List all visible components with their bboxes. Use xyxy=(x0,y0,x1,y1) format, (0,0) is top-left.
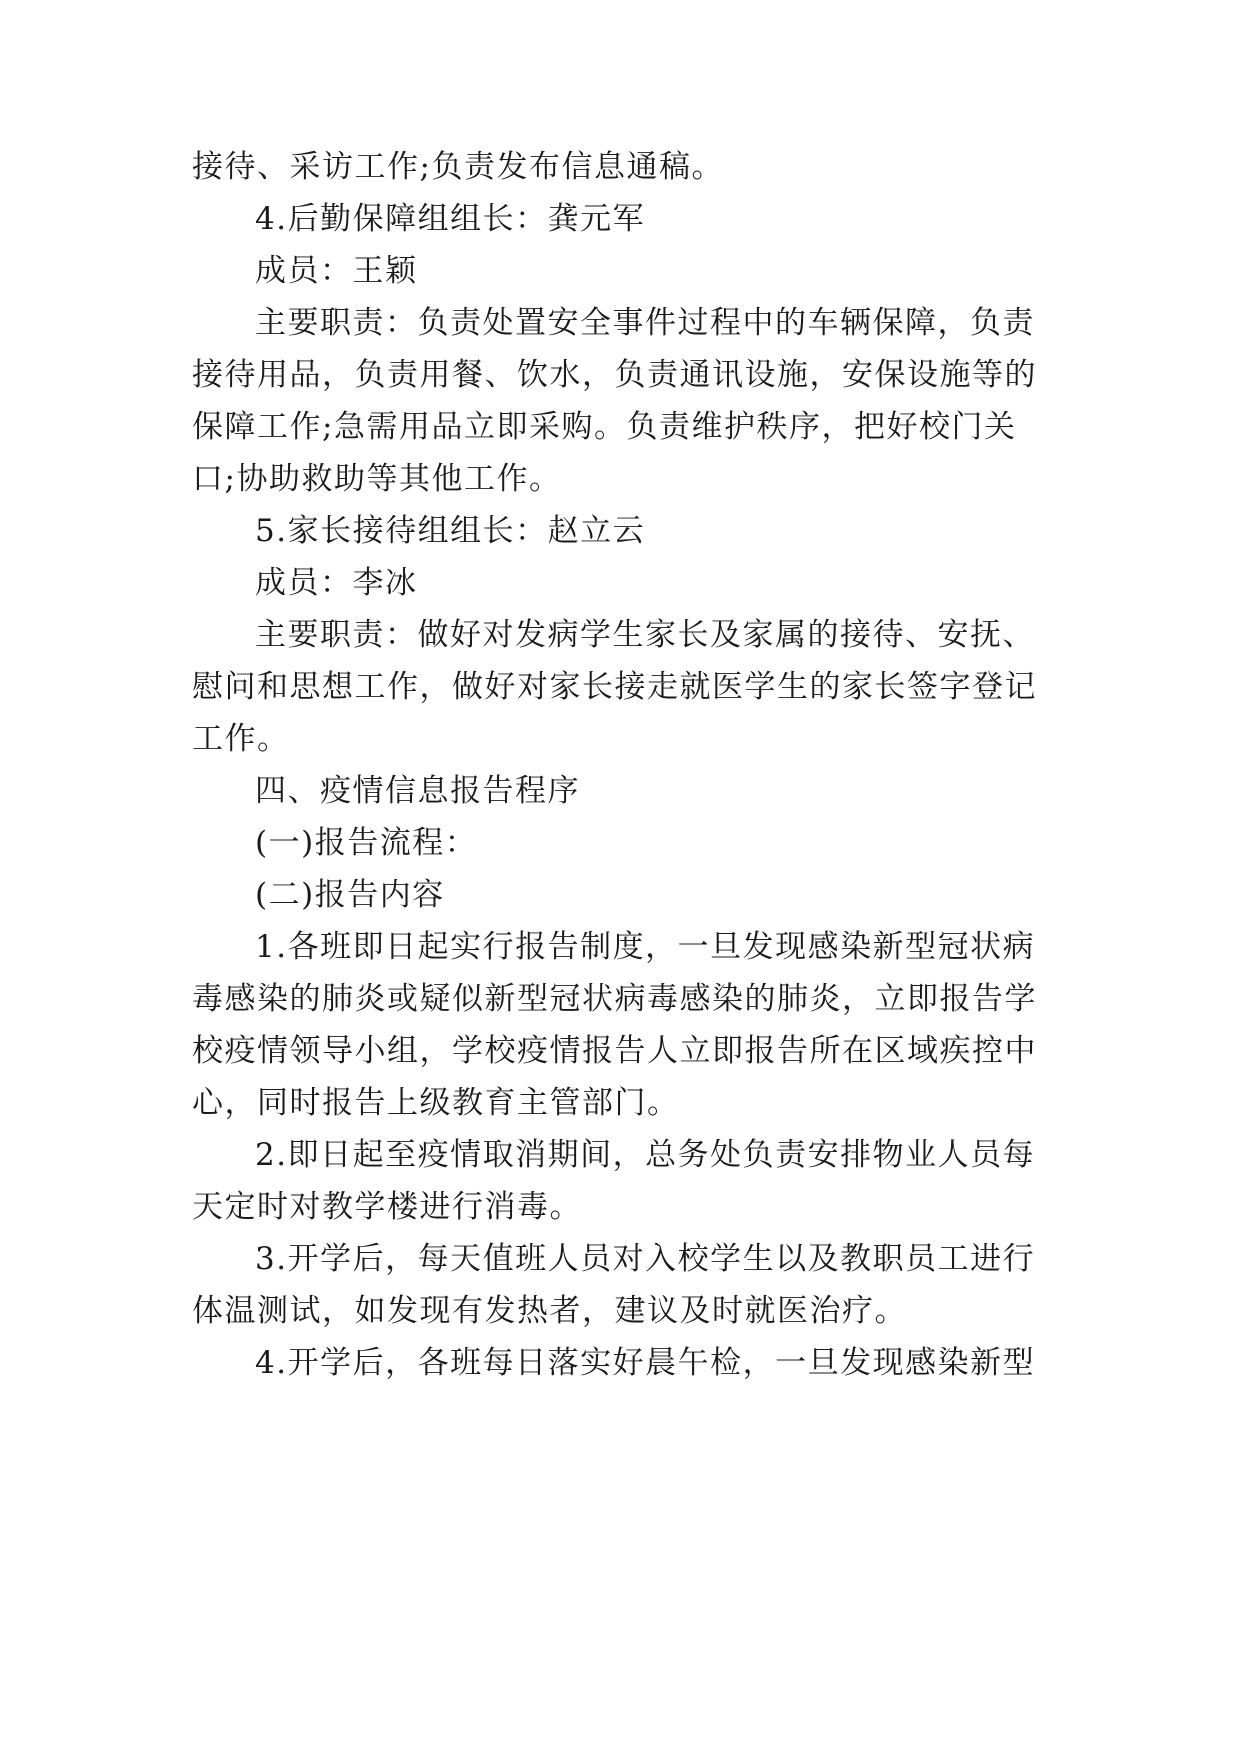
text-line: 主要职责：做好对发病学生家长及家属的接待、安抚、 xyxy=(255,617,1035,653)
text-line: 接待、采访工作;负责发布信息通稿。 xyxy=(192,149,724,185)
text-line: 口;协助救助等其他工作。 xyxy=(192,461,562,497)
text-line: 主要职责：负责处置安全事件过程中的车辆保障，负责 xyxy=(255,305,1035,341)
text-line: 4.开学后，各班每日落实好晨午检，一旦发现感染新型 xyxy=(255,1345,1036,1381)
text-line: 工作。 xyxy=(192,721,290,757)
section-heading: 四、疫情信息报告程序 xyxy=(255,773,580,809)
text-line: 天定时对教学楼进行消毒。 xyxy=(192,1189,582,1225)
text-line: 1.各班即日起实行报告制度，一旦发现感染新型冠状病 xyxy=(255,929,1036,965)
text-line: 保障工作;急需用品立即采购。负责维护秩序，把好校门关 xyxy=(192,409,1017,445)
text-line: 2.即日起至疫情取消期间，总务处负责安排物业人员每 xyxy=(255,1137,1036,1173)
text-line: 接待用品，负责用餐、饮水，负责通讯设施，安保设施等的 xyxy=(192,357,1037,393)
text-line: 成员：李冰 xyxy=(255,565,418,601)
text-line: 5.家长接待组组长：赵立云 xyxy=(255,513,646,549)
text-line: 4.后勤保障组组长：龚元军 xyxy=(255,201,646,237)
text-line: 成员：王颖 xyxy=(255,253,418,289)
text-line: 毒感染的肺炎或疑似新型冠状病毒感染的肺炎，立即报告学 xyxy=(192,981,1037,1017)
subsection-heading: (一)报告流程： xyxy=(255,825,478,861)
subsection-heading: (二)报告内容 xyxy=(255,877,445,913)
text-line: 3.开学后，每天值班人员对入校学生以及教职员工进行 xyxy=(255,1241,1036,1277)
text-line: 体温测试，如发现有发热者，建议及时就医治疗。 xyxy=(192,1293,907,1329)
text-line: 心，同时报告上级教育主管部门。 xyxy=(192,1085,680,1121)
text-line: 校疫情领导小组，学校疫情报告人立即报告所在区域疾控中 xyxy=(192,1033,1037,1069)
text-line: 慰问和思想工作，做好对家长接走就医学生的家长签字登记 xyxy=(192,669,1037,705)
